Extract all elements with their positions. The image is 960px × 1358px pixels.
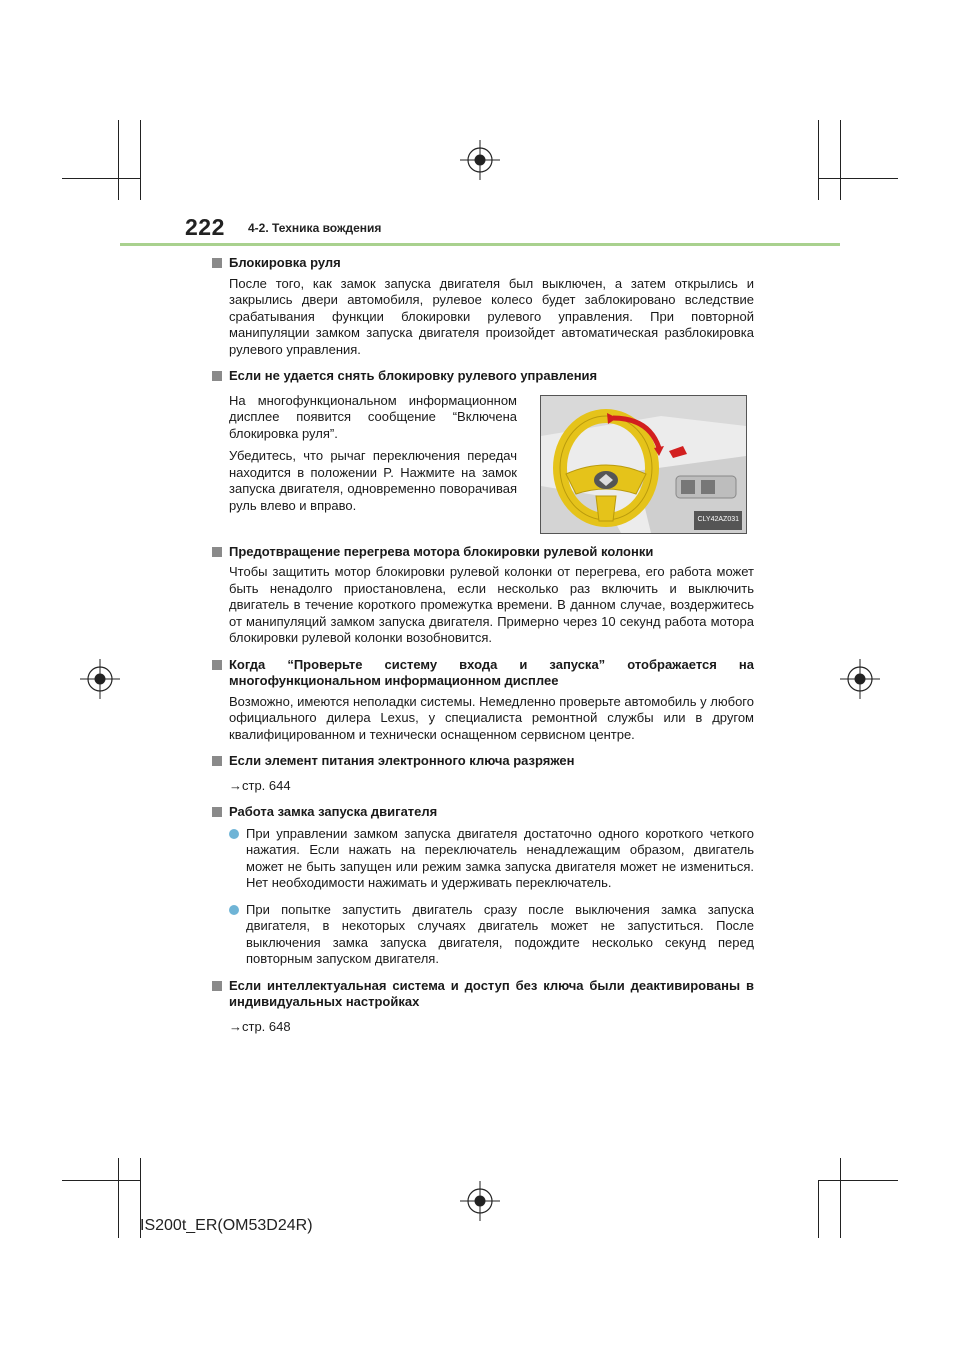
square-bullet-icon <box>212 807 222 817</box>
page-reference[interactable]: →стр. 648 <box>229 1018 291 1034</box>
steering-wheel-illustration <box>540 395 747 534</box>
paragraph: Возможно, имеются неполадки системы. Немедленно проверьте автомобиль у любого официального дилера Lexus, у специалиста ремонтной службы или в другом квалифицированном и технически оснащенном сервисном центре. <box>229 693 754 742</box>
header-rule <box>120 243 840 246</box>
section-heading: Если не удается снять блокировку рулевого управления <box>212 368 754 385</box>
section-title: 4-2. Техника вождения <box>248 221 382 235</box>
section-heading: Когда “Проверьте систему входа и запуска” отображается на многофункциональном информационном дисплее <box>212 657 754 690</box>
crop-mark <box>62 178 140 179</box>
page-reference[interactable]: →стр. 644 <box>229 777 291 793</box>
crop-mark <box>118 120 119 200</box>
crop-mark <box>62 1180 140 1181</box>
crop-mark <box>818 178 898 179</box>
list-item: При попытке запустить двигатель сразу после выключения замка запуска двигателя, в некоторых случаях двигатель может не запуститься. После выключения замка запуска двигателя, подождите несколько секунд перед повторным запуском двигателя. <box>229 902 754 968</box>
registration-mark-icon <box>80 659 120 699</box>
registration-mark-icon <box>460 140 500 180</box>
square-bullet-icon <box>212 756 222 766</box>
square-bullet-icon <box>212 547 222 557</box>
round-bullet-icon <box>229 829 239 839</box>
paragraph: Убедитесь, что рычаг переключения передач находится в положении P. Нажмите на замок запуска двигателя, одновременно поворачивая руль влево и вправо. <box>229 448 517 513</box>
crop-mark <box>818 1180 819 1238</box>
section-heading: Если элемент питания электронного ключа разряжен <box>212 753 754 770</box>
crop-mark <box>840 1158 841 1238</box>
section-heading: Предотвращение перегрева мотора блокировки рулевой колонки <box>212 544 754 561</box>
paragraph: Чтобы защитить мотор блокировки рулевой колонки от перегрева, его работа может быть ненадолго приостановлена, если несколько раз включить и выключить двигатель в течение короткого промежутка времени. В данном случае, воздержитесь от манипуляций замком запуска двигателя. Примерно через 10 секунд работа мотора блокировки рулевой колонки возобновится. <box>229 564 754 645</box>
paragraph: На многофункциональном информационном дисплее появится сообщение “Включена блокировка руля”. <box>229 392 517 441</box>
registration-mark-icon <box>840 659 880 699</box>
crop-mark <box>818 120 819 200</box>
square-bullet-icon <box>212 981 222 991</box>
model-code: IS200t_ER(OM53D24R) <box>140 1217 313 1234</box>
paragraph: После того, как замок запуска двигателя был выключен, а затем открылись и закрылись двери автомобиля, рулевое колесо будет заблокировано вследствие срабатывания функции блокировки рулевого управления. При повторной манипуляции замком запуска двигателя произойдет автоматическая разблокировка рулевого управления. <box>229 275 754 357</box>
page-number: 222 <box>185 214 225 240</box>
section-heading: Если интеллектуальная система и доступ без ключа были деактивированы в индивидуальных настройках <box>212 978 754 1011</box>
square-bullet-icon <box>212 258 222 268</box>
round-bullet-icon <box>229 905 239 915</box>
square-bullet-icon <box>212 660 222 670</box>
figure-code: CLY42AZ031 <box>694 511 742 530</box>
registration-mark-icon <box>460 1181 500 1221</box>
page-content <box>212 255 754 1035</box>
section-heading: Блокировка руля <box>212 255 754 272</box>
section-heading: Работа замка запуска двигателя <box>212 804 754 821</box>
crop-mark <box>818 1180 898 1181</box>
crop-mark <box>118 1158 119 1238</box>
list-item: При управлении замком запуска двигателя достаточно одного короткого четкого нажатия. Если нажать на переключатель ненадлежащим образом, двигатель может не быть запущен или режим замка запуска двигателя может не измениться. Нет необходимости нажимать и удерживать переключатель. <box>229 826 754 892</box>
crop-mark <box>840 120 841 200</box>
square-bullet-icon <box>212 371 222 381</box>
crop-mark <box>140 120 141 200</box>
